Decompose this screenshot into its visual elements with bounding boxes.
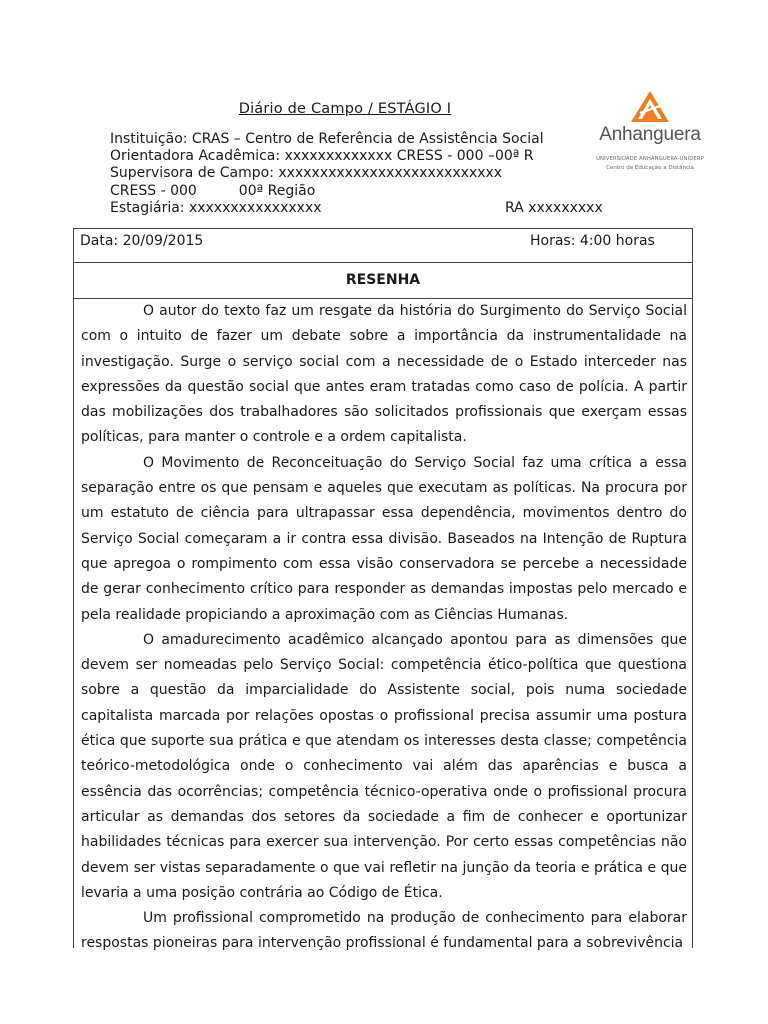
date-cell: Data: 20/09/2015 <box>80 233 204 249</box>
paragraph: Um profissional comprometido na produção de conhecimento para elaborar respostas pioneiras para intervenção profissional é fundamental para a sobrevivência <box>81 910 687 952</box>
review-heading: RESENHA <box>74 262 692 299</box>
document-title: Diário de Campo / ESTÁGIO I <box>238 101 452 117</box>
date-row <box>74 229 692 263</box>
hours-cell: Horas: 4:00 horas <box>530 233 655 249</box>
advisor-line: Orientadora Acadêmica: xxxxxxxxxxxxx CRESS - 000 –00ª R <box>110 148 534 165</box>
review-table <box>73 228 693 952</box>
paragraph: O amadurecimento acadêmico alcançado apontou para as dimensões que devem ser nomeadas pelo Serviço Social: competência ético-política que questiona sobre a questão da imparcialidade do Assistente social, pois numa sociedade capitalista marcada por relações opostas o profissional precisa assumir uma postura ética que suporte sua prática e que atendam os interesses desta classe; competência teórico-metodológica onde o conhecimento vai além das aparências e busca a essência das ocorrências; competência técnico-operativa onde o profissional procura articular as demandas dos setores da sociedade a fim de conhecer e oportunizar habilidades técnicas para exercer sua intervenção. Por certo essas competências não devem ser vistas separadamente o que vai refletir na junção da teoria e prática e que levaria a uma posição contrária ao Código de Ética. <box>81 631 687 901</box>
review-body <box>81 299 687 957</box>
supervisor-line: Supervisora de Campo: xxxxxxxxxxxxxxxxxxxxxxxxxxx <box>110 165 503 182</box>
logo-center-text: Centro de Educação a Distância <box>606 165 694 171</box>
anhanguera-logo <box>594 90 706 180</box>
intern-line <box>110 200 630 217</box>
cress-region: 00ª Região <box>238 182 316 199</box>
paragraph: O autor do texto faz um resgate da história do Surgimento do Serviço Social com o intuito de fazer um debate sobre a importância da instrumentalidade na investigação. Surge o serviço social com a necessidade de o Estado interceder nas expressões da questão social que antes eram tratadas como caso de polícia. A partir das mobilizações dos trabalhadores são solicitados profissionais que exerçam essas políticas, para manter o controle e a ordem capitalista. <box>81 303 687 446</box>
header-info <box>110 131 630 217</box>
intern-name: Estagiária: xxxxxxxxxxxxxxxx <box>110 199 322 216</box>
cress-code: CRESS - 000 <box>110 182 197 199</box>
anhanguera-triangle-icon <box>594 90 706 124</box>
cress-line <box>110 183 630 200</box>
ra-number: RA xxxxxxxxx <box>505 199 603 216</box>
logo-university-text: UNIVERSIDADE ANHANGUERA-UNIDERP <box>596 156 704 162</box>
logo-brand-text: Anhanguera <box>599 124 701 145</box>
institution-line: Instituição: CRAS – Centro de Referência de Assistência Social <box>110 131 544 147</box>
paragraph: O Movimento de Reconceituação do Serviço Social faz uma crítica a essa separação entre os que pensam e aqueles que executam as políticas. Na procura por um estatuto de ciência para ultrapassar essa dependência, movimentos dentro do Serviço Social começaram a ir contra essa divisão. Baseados na Intenção de Ruptura que apregoa o rompimento com essa visão conservadora se percebe a necessidade de gerar conhecimento crítico para responder as demandas impostas pelo mercado e pela realidade propiciando a aproximação com as Ciências Humanas. <box>81 454 687 623</box>
